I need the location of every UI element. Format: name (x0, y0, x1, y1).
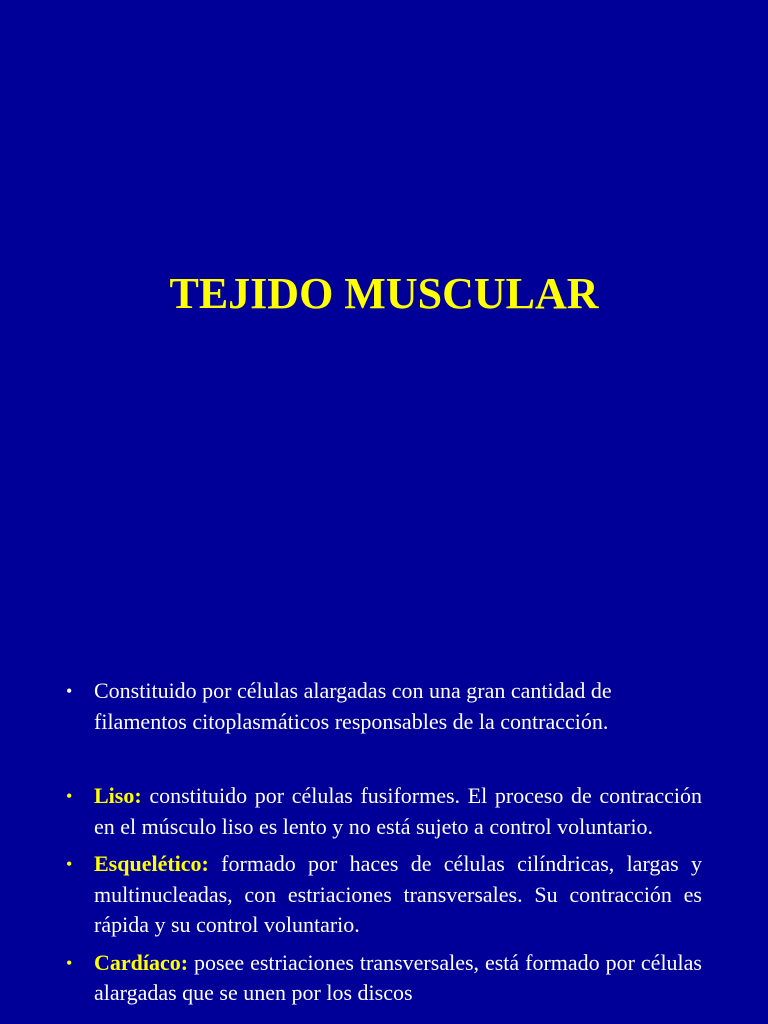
bullet-item-esqueletico (60, 849, 702, 941)
bullet-term: Cardíaco: (94, 949, 189, 975)
bullet-text: Constituido por células alargadas con una gran cantidad de filamentos citoplasmáticos responsables de la contracción. (94, 678, 612, 734)
slide-title: TEJIDO MUSCULAR (169, 269, 599, 318)
bullet-text: posee estriaciones transversales, está formado por células alargadas que se unen por los discos (94, 949, 702, 1005)
bullet-icon: • (66, 952, 73, 973)
bullet-icon: • (66, 786, 73, 806)
bullet-item-cardiaco (60, 948, 702, 1009)
bullet-list (60, 676, 702, 1009)
bullet-icon: • (66, 681, 73, 701)
bullet-text: constituido por células fusiformes. El proceso de contracción en el músculo liso es lento y no está sujeto a control voluntario. (94, 783, 702, 839)
bullet-term: Liso: (94, 783, 142, 808)
bullet-term: Esquelético: (94, 851, 209, 876)
bullet-icon: • (66, 854, 73, 874)
bullet-item-intro (60, 676, 702, 737)
bullet-item-liso (60, 781, 702, 842)
bullet-text: formado por haces de células cilíndricas, largas y multinucleadas, con estriaciones transversales. Su contracción es rápida y su control voluntario. (94, 851, 702, 937)
